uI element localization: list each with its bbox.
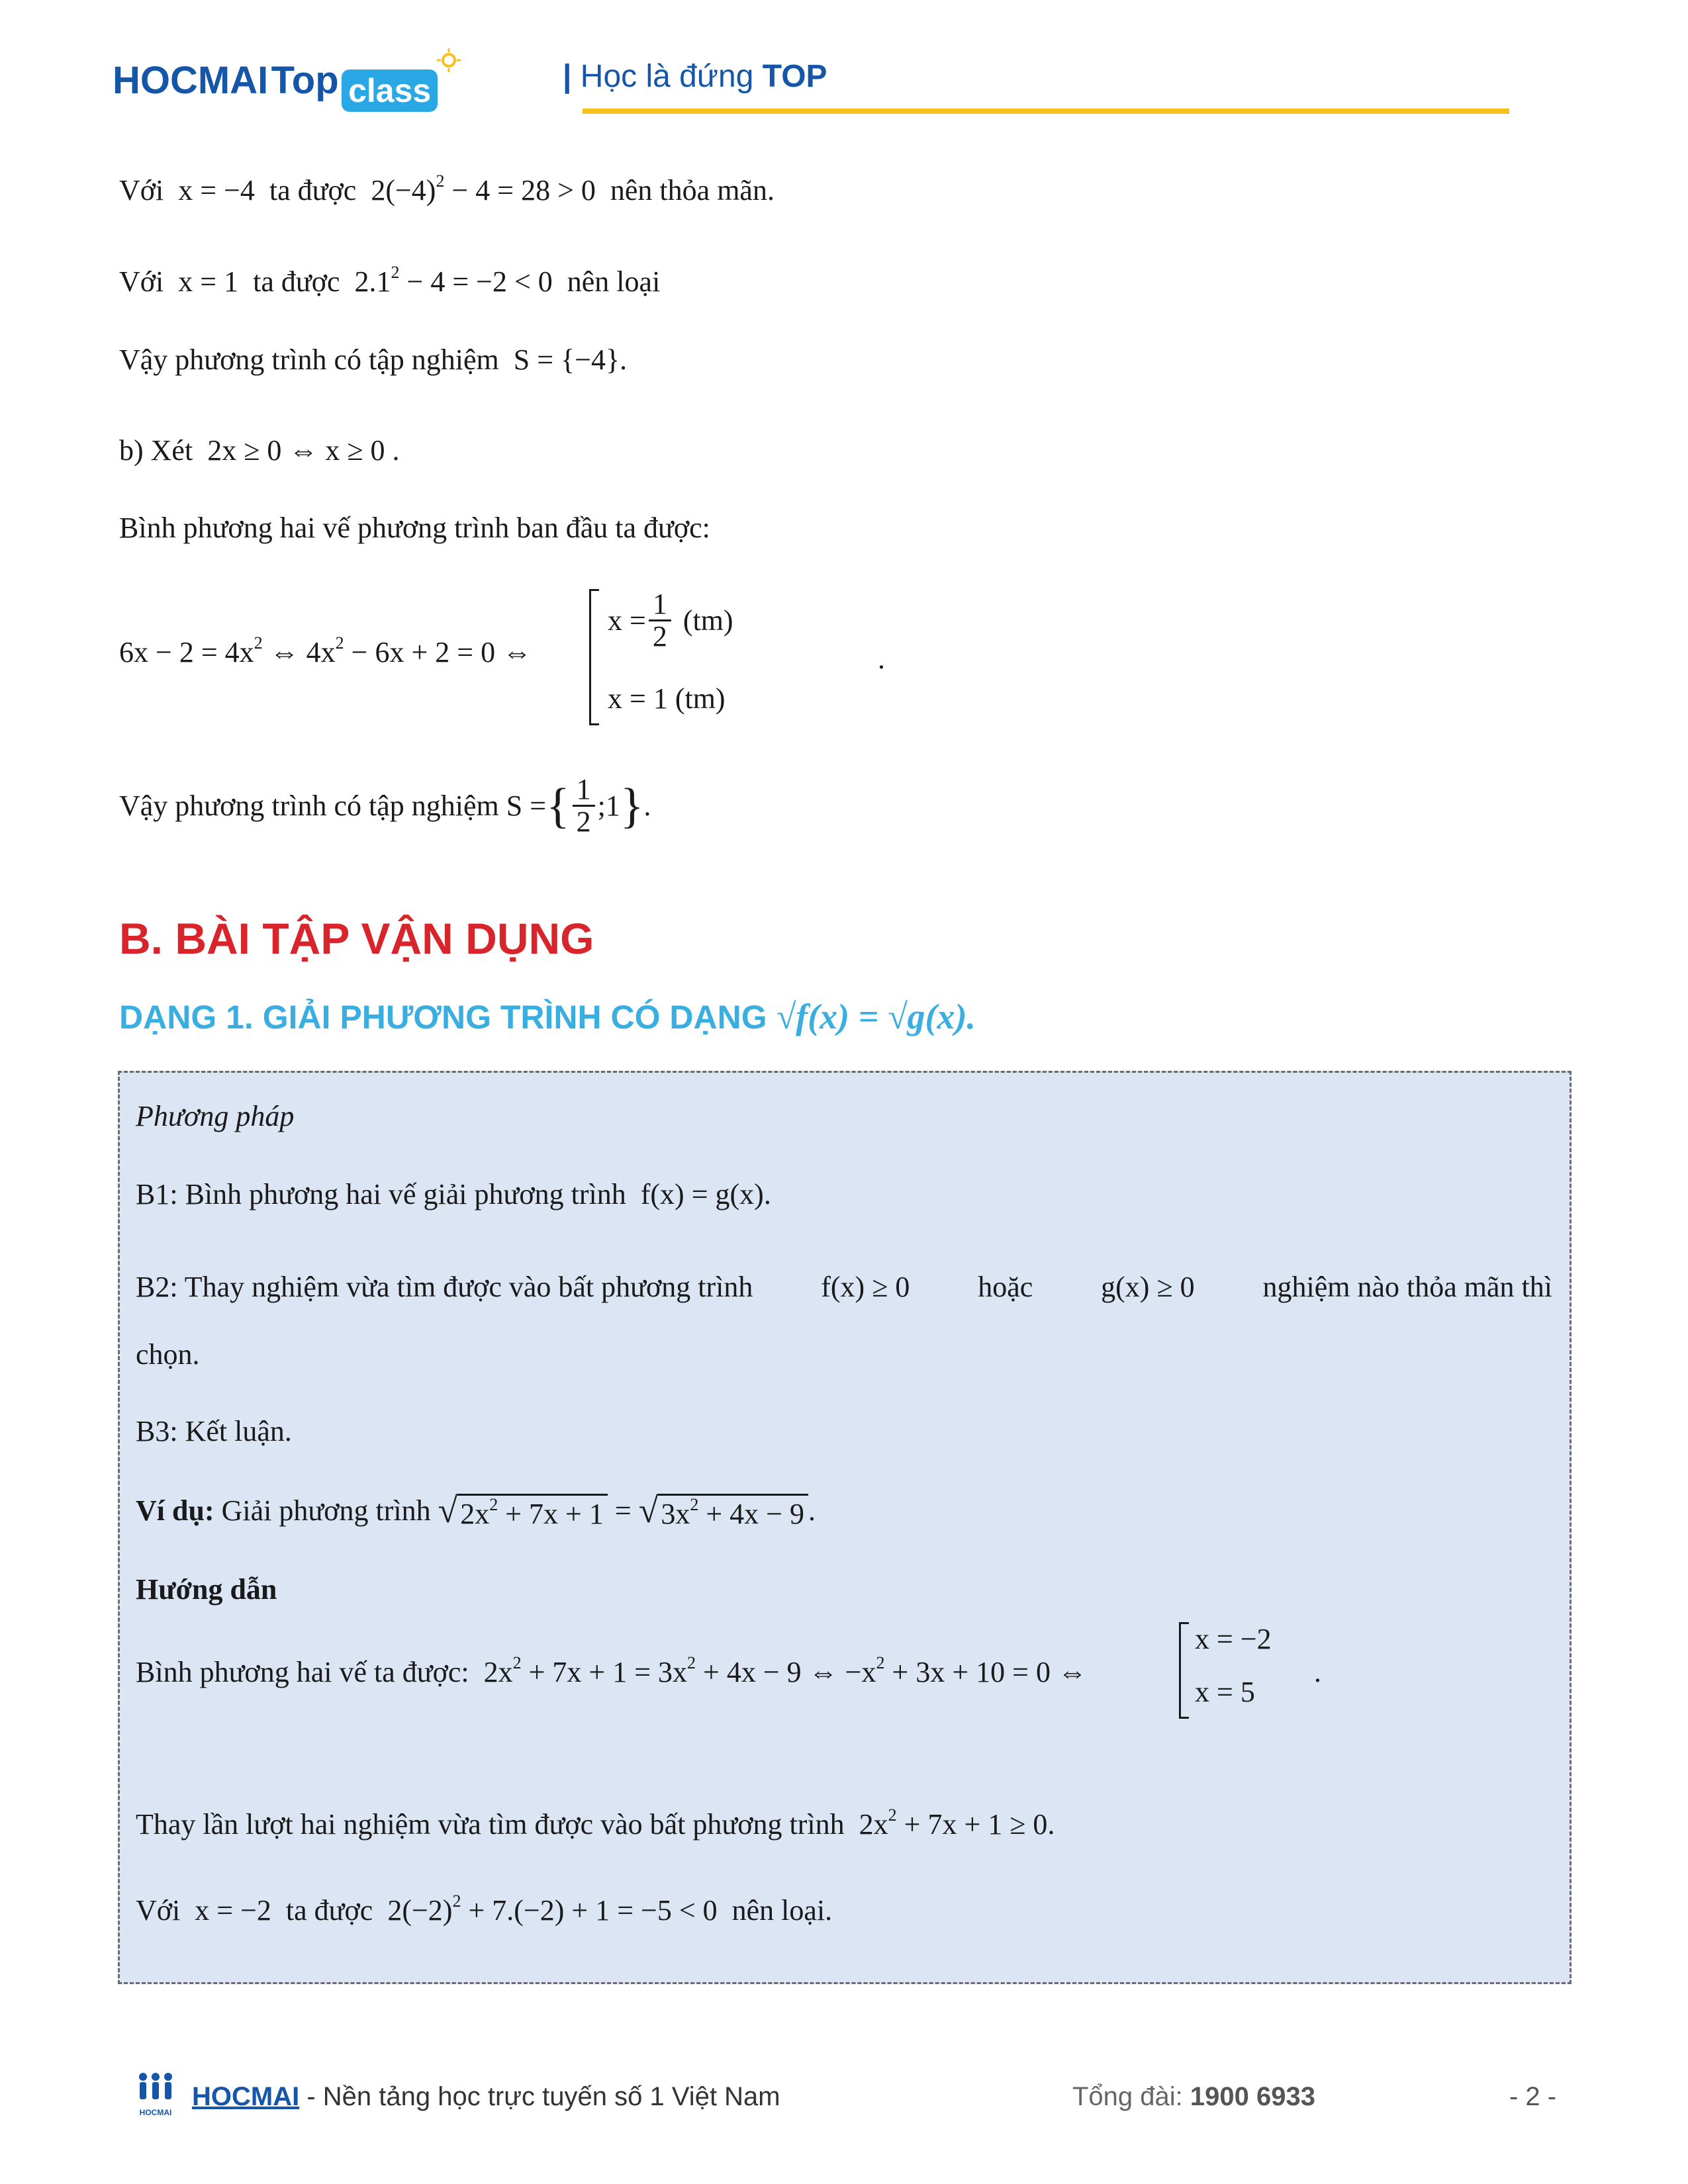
method-b2: B2: Thay nghiệm vừa tìm được vào bất phương trình f(x) ≥ 0 hoặc g(x) ≥ 0 nghiệm nào thỏa mãn thì <box>136 1271 1552 1303</box>
brand-logo <box>113 58 467 112</box>
method-example: Ví dụ: Giải phương trình √ $2x^2 + 7x + 1$ = √ $3x^2 + 4x - 9$ . <box>136 1490 816 1530</box>
line-check-1: Với x = 1 ta được $2.1^2 - 4 = -2 < 0$ nên loại <box>119 263 661 298</box>
method-guide: Hướng dẫn <box>136 1573 277 1606</box>
case-bracket <box>589 589 599 725</box>
footer-tagline: - Nền tảng học trực tuyến số 1 Việt Nam <box>306 2082 780 2111</box>
method-b2-cont: chọn. <box>136 1338 200 1371</box>
slogan-prefix: Học là đứng <box>580 59 754 94</box>
fraction-half-set: $\frac{1}{2}$ <box>573 774 595 837</box>
method-b1: B1: Bình phương hai vế giải phương trình f(x) = g(x). <box>136 1178 771 1210</box>
line-square-both: Bình phương hai vế phương trình ban đầu ta được: <box>119 512 710 544</box>
method-heading: Phương pháp <box>136 1100 295 1132</box>
dang1-title: DẠNG 1. GIẢI PHƯƠNG TRÌNH CÓ DẠNG √f(x) = √g(x). <box>119 997 976 1036</box>
sqrt-right: √ $3x^2 + 4x - 9$ <box>639 1490 808 1531</box>
method-substitute: Thay lần lượt hai nghiệm vừa tìm được vào bất phương trình $2x^2 + 7x + 1 \ge 0$. <box>136 1805 1055 1841</box>
method-square: Bình phương hai vế ta được: $2x^2 + 7x + 1 = 3x^2 + 4x - 9$ ⇔ $-x^2 + 3x + 10 = 0$ ⇔ x = −2 x = 5 . <box>136 1622 1393 1721</box>
brand-hocmai: HOCMAI <box>113 59 269 102</box>
header <box>113 40 1509 119</box>
section-b-title: B. BÀI TẬP VẬN DỤNG <box>119 914 594 963</box>
method-b3: B3: Kết luận. <box>136 1415 292 1447</box>
line-solution-set-a: Vậy phương trình có tập nghiệm S = {−4}. <box>119 343 628 376</box>
footer-logo-text: HOCMAI <box>139 2108 172 2117</box>
footer <box>132 2071 1569 2131</box>
brand-class: class <box>342 69 438 112</box>
header-rule <box>583 109 1509 114</box>
sun-icon <box>436 47 462 73</box>
header-slogan: | Học là đứng TOP <box>563 59 827 94</box>
footer-brand-link[interactable]: HOCMAI <box>192 2082 300 2111</box>
method-box <box>118 1071 1571 1984</box>
case-bracket-2 <box>1179 1622 1189 1719</box>
line-part-b: b) Xét 2x ≥ 0 ⇔ x ≥ 0 . <box>119 434 400 467</box>
sqrt-left: √ $2x^2 + 7x + 1$ <box>438 1490 608 1531</box>
brace-close: } <box>620 778 644 833</box>
footer-hotline: Tổng đài: 1900 6933 <box>1072 2082 1315 2111</box>
brand-top: Top <box>271 59 339 102</box>
line-solution-set-b: Vậy phương trình có tập nghiệm S = { $\frac{1}{2}$ ;1 } . <box>119 773 651 839</box>
footer-logo <box>132 2071 179 2117</box>
method-last: Với x = −2 ta được $2(-2)^2 + 7.(-2) + 1 = -5 < 0$ nên loại. <box>136 1891 833 1927</box>
brace-open: { <box>546 778 570 833</box>
page-number: - 2 - <box>1509 2082 1557 2111</box>
line-check-neg4: Với x = −4 ta được $2(-4)^2 - 4 = 28 > 0$ nên thỏa mãn. <box>119 171 774 206</box>
slogan-top: TOP <box>762 59 827 94</box>
people-icon <box>134 2071 177 2105</box>
fraction-half: $\frac{1}{2}$ <box>649 589 671 652</box>
